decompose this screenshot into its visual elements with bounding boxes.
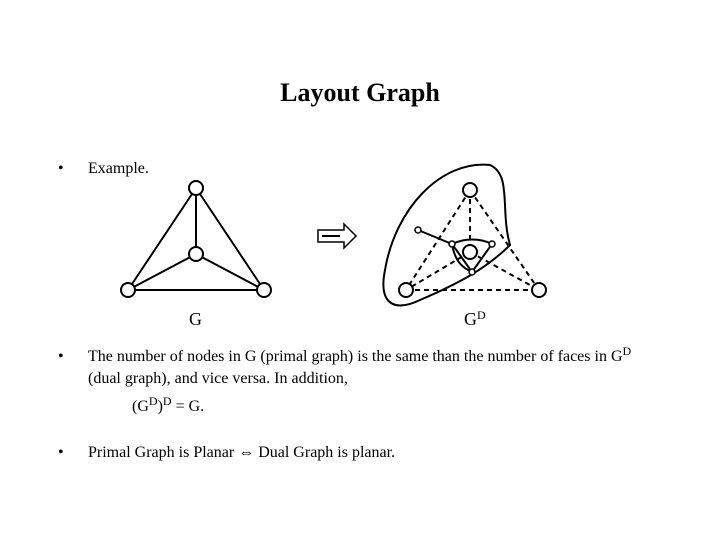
node (257, 283, 271, 297)
graph-label-gd: $G^D$ (464, 308, 486, 329)
edge (196, 188, 264, 290)
arrow-icon (318, 224, 356, 248)
bullet-1: • (58, 160, 64, 177)
edge (128, 254, 196, 290)
iff-icon: ⇔ (238, 444, 255, 461)
dual-graph (383, 165, 546, 306)
para-line-2: (dual graph), and vice versa. In addition, (88, 370, 348, 387)
equation: $(G^D)^D = G$. (132, 394, 205, 415)
edge (128, 188, 196, 290)
edge (196, 254, 264, 290)
node (189, 247, 203, 261)
node (189, 181, 203, 195)
node (121, 283, 135, 297)
bullet-3: • (58, 444, 64, 461)
slide-title: Layout Graph (280, 78, 440, 107)
graph-label-g: G (189, 309, 202, 329)
bullet-2: • (58, 348, 64, 365)
example-text: Example. (88, 160, 149, 177)
planarity-statement: Primal Graph is Planar ⇔ Dual Graph is planar. (88, 444, 396, 461)
para-line-1: The number of nodes in G (primal graph) is the same than the number of faces in $G^D$ (88, 344, 632, 365)
primal-graph (121, 181, 271, 297)
